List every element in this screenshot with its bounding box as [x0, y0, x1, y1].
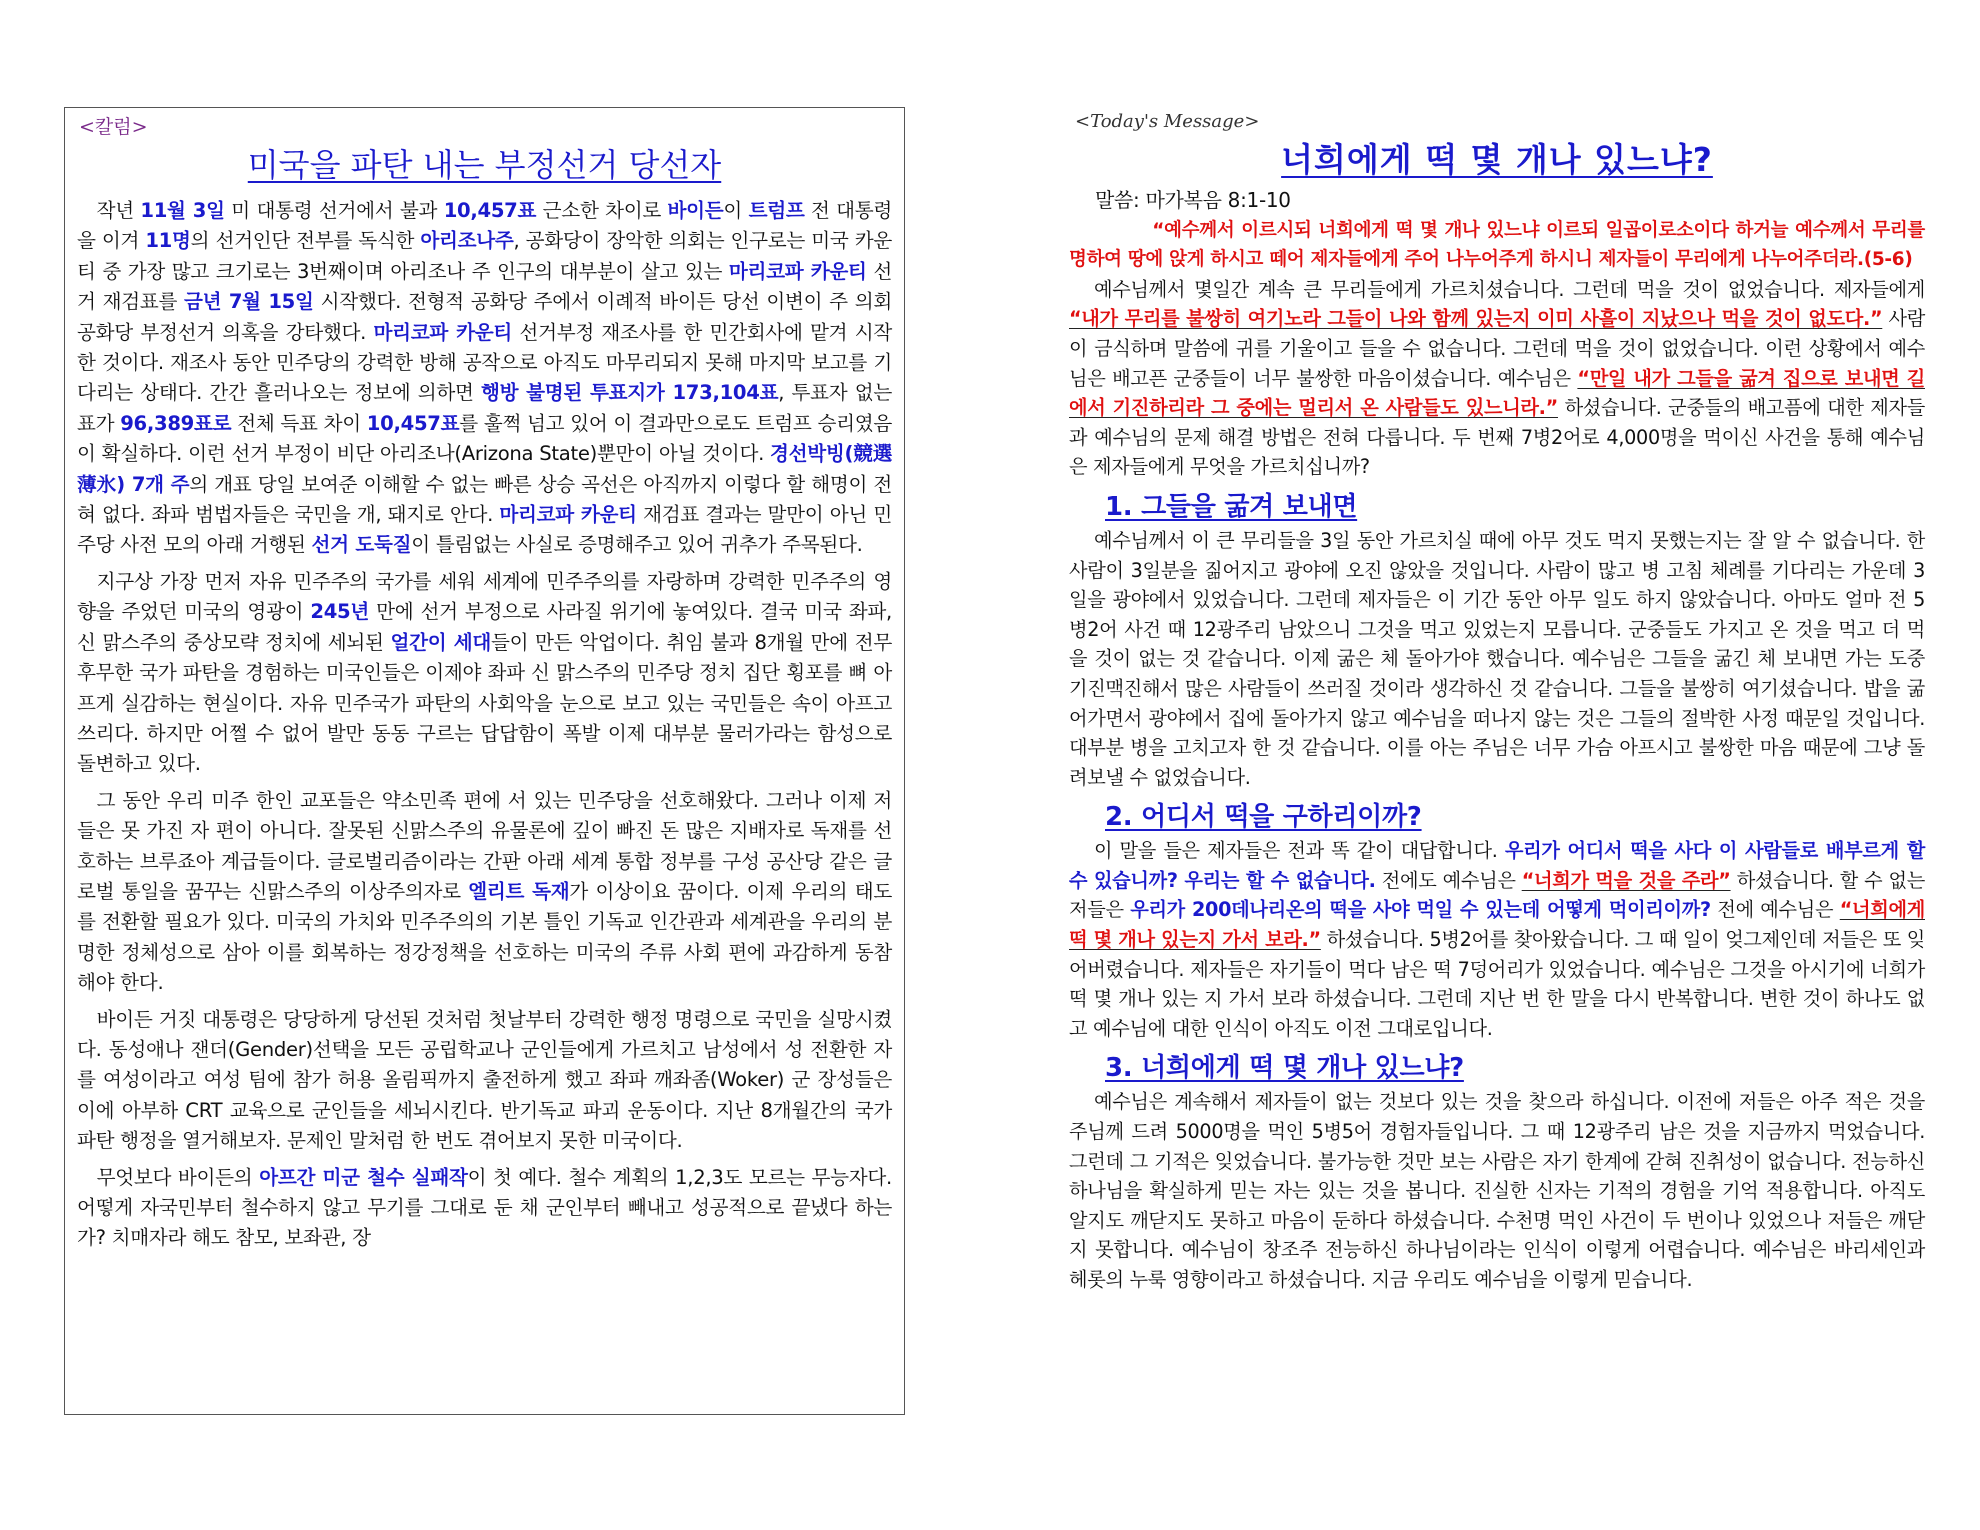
section-3-heading: 3. 너희에게 떡 몇 개나 있느냐? — [1105, 1053, 1464, 1084]
section-3-body: 예수님은 계속해서 제자들이 없는 것보다 있는 것을 찾으라 하십니다. 이전에 저들은 아주 적은 것을 주님께 드려 5000명을 먹인 5병5어 경험자들입니다. 그 때 12광주리 남은 것을 지금까지 먹었습니다. 그런데 그 기적은 잊었습니다. 불가능한 것만 보는 사람은 자기 한계에 갇혀 진취성이 없습니다. 전능하신 하나님을 확실하게 믿는 자는 있는 것을 봅니다. 진실한 신자는 기적의 경험을 기억 적용합니다. 아직도 알지도 깨닫지도 못하고 마음이 둔하다 하셨습니다. 수천명 먹인 사건이 두 번이나 있었으나 저들은 깨닫지 못합니다. 예수님이 창조주 전능하신 하나님이라는 인식이 이렇게 어렵습니다. 예수님은 바리세인과 헤롯의 누룩 영향이라고 하셨습니다. 지금 우리도 예수님을 이렇게 믿습니다. — [1069, 1090, 1925, 1291]
section-1-body: 예수님께서 이 큰 무리들을 3일 동안 가르치실 때에 아무 것도 먹지 못했는지는 잘 알 수 없습니다. 한 사람이 3일분을 짊어지고 광야에 오진 않았을 것입니다. 사람이 많고 병 고침 체례를 기다리는 가운데 3일을 광야에서 있었습니다. 그런데 제자들은 이 기간 동안 아무 일도 하지 않았습니다. 아마도 얼마 전 5병2어 사건 때 12광주리 남았으니 그것을 먹고 있었는지 모릅니다. 군중들도 가지고 온 것을 먹고 더 먹을 것이 없는 것 같습니다. 이제 굶은 체 돌아가야 했습니다. 예수님은 그들을 굶긴 체 보내면 가는 도중 기진맥진해서 많은 사람들이 쓰러질 것이라 생각하신 것 같습니다. 그들을 불쌍히 여기셨습니다. 밥을 굶어가면서 광야에서 집에 돌아가지 않고 예수님을 떠나지 않는 것은 그들의 절박한 사정 때문일 것입니다. 대부분 병을 고치고자 한 것 같습니다. 이를 아는 주님은 너무 가슴 아프시고 불쌍한 마음 때문에 그냥 돌려보낼 수 없었습니다. — [1069, 528, 1925, 789]
column-paragraph-2: 지구상 가장 먼저 자유 민주주의 국가를 세워 세계에 민주주의를 자랑하며 강력한 민주주의 영향을 주었던 미국의 영광이 245년 만에 선거 부정으로 사라질 위기에 놓여있다. 결국 미국 좌파, 신 맑스주의 중상모략 정치에 세뇌된 얼간이 세대들이 만든 악업이다. 취임 불과 8개월 만에 전무후무한 국가 파탄을 경험하는 미국인들은 이제야 좌파 신 맑스주의 민주당 정치 집단 횡포를 뼈 아프게 실감하는 현실이다. 자유 민주국가 파탄의 사회악을 눈으로 보고 있는 국민들은 속이 아프고 쓰리다. 하지만 어쩔 수 없어 발만 동동 구르는 답답함이 폭발 이제 대부분 물러가라는 함성으로 돌변하고 있다. — [77, 569, 892, 776]
column-paragraph-1: 작년 11월 3일 미 대통령 선거에서 불과 10,457표 근소한 차이로 바이든이 트럼프 전 대통령을 이겨 11명의 선거인단 전부를 독식한 아리조나주, 공화당이 장악한 의회는 인구로는 미국 카운티 중 가장 많고 크기로는 3번째이며 아리조나 주 인구의 대부분이 살고 있는 마리코파 카운티 선거 재검표를 금년 7월 15일 시작했다. 전형적 공화당 주에서 이례적 바이든 당선 이변이 주 의회 공화당 부정선거 의혹을 강타했다. 마리코파 카운티 선거부정 재조사를 한 민간회사에 맡겨 시작한 것이다. 재조사 동안 민주당의 강력한 방해 공작으로 아직도 마무리되지 못해 마지막 보고를 기다리는 상태다. 간간 흘러나오는 정보에 의하면 행방 불명된 투표지가 173,104표, 투표자 없는 표가 96,389표로 전체 득표 차이 10,457표를 훌쩍 넘고 있어 이 결과만으로도 트럼프 승리였음이 확실하다. 이런 선거 부정이 비단 아리조나(Arizona State)뿐만이 아닐 것이다. 경선박빙(競選薄氷) 7개 주의 개표 당일 보여준 이해할 수 없는 빠른 상승 곡선은 아직까지 이렇다 할 해명이 전혀 없다. 좌파 범법자들은 국민을 개, 돼지로 안다. 마리코파 카운티 재검표 결과는 말만이 아닌 민주당 사전 모의 아래 거행된 선거 도둑질이 틀림없는 사실로 증명해주고 있어 귀추가 주목된다. — [77, 199, 893, 557]
message-title: 너희에게 떡 몇 개나 있느냐? — [1281, 140, 1713, 179]
message-tag: <Today's Message> — [1075, 111, 1260, 132]
message-intro: 예수님께서 몇일간 계속 큰 무리들에게 가르치셨습니다. 그런데 먹을 것이 없었습니다. 제자들에게 “내가 무리를 불쌍히 여기노라 그들이 나와 함께 있는지 이미 사흘이 지났으나 먹을 것이 없도다.” 사람이 금식하며 말씀에 귀를 기울이고 들을 수 없습니다. 그런데 먹을 것이 없었습니다. 이런 상황에서 예수님은 배고픈 군중들이 너무 불쌍한 마음이셨습니다. 예수님은 “만일 내가 그들을 굶겨 집으로 보내면 길에서 기진하리라 그 중에는 멀리서 온 사람들도 있느니라.” 하셨습니다. 군중들의 배고픔에 대한 제자들과 예수님의 문제 해결 방법은 전혀 다릅니다. 두 번째 7병2어로 4,000명을 먹이신 사건을 통해 예수님은 제자들에게 무엇을 가르치십니까? — [1069, 277, 1925, 479]
column-tag: <칼럼> — [79, 116, 148, 138]
section-2-heading: 2. 어디서 떡을 구하리이까? — [1105, 802, 1422, 833]
column-title: 미국을 파탄 내는 부정선거 당선자 — [247, 146, 722, 184]
column-paragraph-4: 바이든 거짓 대통령은 당당하게 당선된 것처럼 첫날부터 강력한 행정 명령으로 국민을 실망시켰다. 동성애나 잰더(Gender)선택을 모든 공립학교나 군인들에게 가르치고 남성에서 성 전환한 자를 여성이라고 여성 팀에 참가 허용 올림픽까지 출전하게 했고 좌파 깨좌좀(Woker) 군 장성들은 이에 아부하 CRT 교육으로 군인들을 세뇌시킨다. 반기독교 파괴 운동이다. 지난 8개월간의 국가 파탄 행정을 열거해보자. 문제인 말처럼 한 번도 겪어보지 못한 미국이다. — [77, 1007, 892, 1153]
section-1-heading: 1. 그들을 굶겨 보내면 — [1105, 491, 1358, 522]
section-2-body: 이 말을 들은 제자들은 전과 똑 같이 대답합니다. 우리가 어디서 떡을 사다 이 사람들로 배부르게 할 수 있습니까? 우리는 할 수 없습니다. 전에도 예수님은 “너희가 먹을 것을 주라” 하셨습니다. 할 수 없는 저들은 우리가 200데나리온의 떡을 사야 먹일 수 있는데 어떻게 먹이리이까? 전에 예수님은 “너희에게 떡 몇 개나 있는지 가서 보라.” 하셨습니다. 5병2어를 찾아왔습니다. 그 때 일이 엊그제인데 저들은 또 잊어버렸습니다. 제자들은 자기들이 먹다 남은 떡 7덩어리가 있었습니다. 예수님은 그것을 아시기에 너희가 떡 몇 개나 있는 지 가서 보라 하셨습니다. 그런데 지난 번 한 말을 다시 반복합니다. 변한 것이 하나도 없고 예수님에 대한 인식이 아직도 이전 그대로입니다. — [1069, 839, 1925, 1040]
column-paragraph-3: 그 동안 우리 미주 한인 교포들은 약소민족 편에 서 있는 민주당을 선호해왔다. 그러나 이제 저들은 못 가진 자 편이 아니다. 잘못된 신맑스주의 유물론에 깊이 빠진 돈 많은 지배자로 독재를 선호하는 브루죠아 계급들이다. 글로벌리즘이라는 간판 아래 세계 통합 정부를 구성 공산당 같은 글로벌 통일을 꿈꾸는 신맑스주의 이상주의자로 엘리트 독재가 이상이요 꿈이다. 이제 우리의 태도를 전환할 필요가 있다. 미국의 가치와 민주주의의 기본 틀인 기독교 인간관과 세계관을 우리의 분명한 정체성으로 삼아 이를 회복하는 정강정책을 선호하는 미국의 주류 사회 편에 과감하게 동참해야 한다. — [77, 788, 892, 995]
scripture-reference: 말씀: 마가복음 8:1-10 — [1095, 188, 1291, 212]
column-body — [77, 196, 892, 1260]
column-paragraph-5: 무엇보다 바이든의 아프간 미군 철수 실패작이 첫 예다. 철수 계획의 1,2,3도 모르는 무능자다. 어떻게 자국민부터 철수하지 않고 무기를 그대로 둔 채 군인부터 빼내고 성공적으로 끝냈다 하는가? 치매자라 해도 참모, 보좌관, 장 — [77, 1165, 892, 1250]
column-box — [64, 107, 905, 1415]
scripture-text: “예수께서 이르시되 너희에게 떡 몇 개나 있느냐 이르되 일곱이로소이다 하거늘 예수께서 무리를 명하여 땅에 앉게 하시고 떼어 제자들에게 주어 나누어주게 하시니 제자들이 무리에게 나누어주더라.(5-6) — [1069, 219, 1925, 271]
message-column — [1065, 108, 1929, 1418]
message-body — [1069, 186, 1925, 1295]
